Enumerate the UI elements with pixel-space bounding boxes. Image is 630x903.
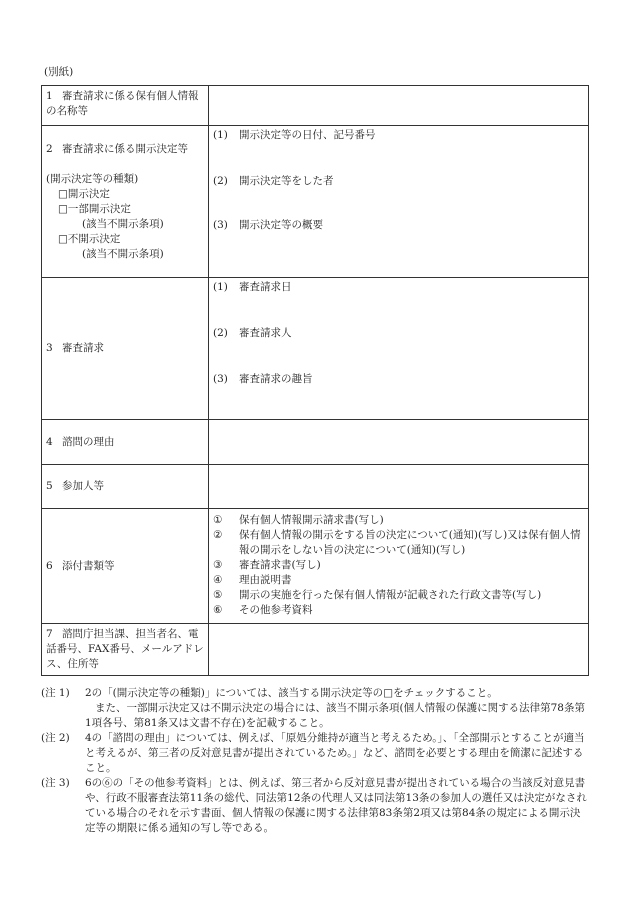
row-number: 5 [46,480,53,492]
row-number: 7 [46,628,53,640]
note-text: また、一部開示決定又は不開示決定の場合には、該当不開示条項(個人情報の保護に関する法律第78条第1項各号、第81条又は文書不存在)を記載すること。 [85,702,585,729]
note-3 [41,776,589,836]
applicable-clause-label: (該当不開示条項) [82,218,164,230]
sub-item-number: (1) [213,129,228,141]
row-6-value-cell [209,509,589,624]
list-item [213,603,584,618]
row-3-value-cell [209,278,589,420]
list-item-number: ⑤ [213,589,223,601]
row-number: 1 [46,90,53,102]
table-row [42,126,589,278]
list-item-number: ⑥ [213,604,223,616]
note-label: (注 1) [41,687,70,699]
sub-item-text: 開示決定等をした者 [239,175,334,187]
row-label: 審査請求 [62,342,104,354]
list-item-text: 審査請求書(写し) [239,559,321,571]
checkbox-non-disclosure[interactable]: □不開示決定 [58,233,121,245]
disclosure-types-heading: (開示決定等の種類) [46,173,139,185]
row-6-label-cell [42,509,209,624]
row-5-label-cell [42,465,209,509]
row-5-value-cell [209,465,589,509]
list-item-text: その他参考資料 [239,604,313,616]
list-item-number: ④ [213,574,223,586]
sub-item-number: (2) [213,175,228,187]
list-item [213,513,584,528]
list-item [213,588,584,603]
list-item [213,558,584,573]
checkbox-disclosure[interactable]: □開示決定 [58,188,110,200]
sub-item-text: 開示決定等の概要 [239,219,323,231]
sub-item-number: (1) [213,281,228,293]
row-7-label-cell [42,624,209,676]
row-label: 添付書類等 [62,559,115,572]
note-text: 4の「諮問の理由」については、例えば、「原処分維持が適当と考えるため。」、「全部開示とすることが適当と考えるが、第三者の反対意見書が提出されているため。」など、諮問を必要とする理由を簡潔に記述すること。 [85,732,585,774]
note-label: (注 2) [41,732,70,744]
sub-item-text: 審査請求の趣旨 [239,373,313,385]
note-text: 6の⑥の「その他参考資料」とは、例えば、第三者から反対意見書が提出されている場合の当該反対意見書や、行政不服審査法第11条の総代、同法第12条の代理人又は同法第13条の参加人の選任又は決定がなされている場合のそれを示す書面、個人情報の保護に関する法律第83条第2項又は第84条の規定による開示決定等の期限に係る通知の写し等である。 [85,777,587,834]
row-2-value-cell [209,126,589,278]
row-7-value-cell [209,624,589,676]
note-label: (注 3) [41,777,70,789]
row-label: 諮問庁担当課、担当者名、電話番号、FAX番号、メールアドレス、住所等 [46,628,204,670]
table-row [42,624,589,676]
list-item-number: ③ [213,559,223,571]
table-row [42,509,589,624]
list-item-text: 保有個人情報の開示をする旨の決定について(通知)(写し)又は保有個人情報の開示をしない旨の決定について(通知)(写し) [239,529,581,556]
note-1 [41,686,589,731]
row-1-label-cell [42,86,209,126]
row-number: 6 [46,559,53,572]
list-item [213,528,584,558]
row-label: 審査請求に係る保有個人情報の名称等 [46,90,199,117]
row-2-label-cell [42,126,209,278]
sub-item-number: (3) [213,373,228,385]
note-text: 2の「(開示決定等の種類)」については、該当する開示決定等の□をチェックすること。 [85,687,498,699]
sub-item-text: 審査請求日 [239,281,292,293]
applicable-clause-label: (該当不開示条項) [82,248,164,260]
sub-item-text: 開示決定等の日付、記号番号 [239,129,376,141]
row-number: 4 [46,435,53,448]
sub-item-text: 審査請求人 [239,327,292,339]
row-number: 3 [46,342,53,354]
checkbox-partial-disclosure[interactable]: □一部開示決定 [58,203,131,215]
row-label: 審査請求に係る開示決定等 [62,143,188,155]
notes-section [41,686,589,836]
row-label: 諮問の理由 [62,435,115,448]
sub-item-number: (2) [213,327,228,339]
row-4-value-cell [209,420,589,465]
consultation-form-table [41,85,589,676]
list-item-number: ① [213,514,223,526]
row-4-label-cell [42,420,209,465]
attachment-label: (別紙) [44,66,74,78]
table-row [42,86,589,126]
row-label: 参加人等 [62,480,104,492]
table-row [42,465,589,509]
row-3-label-cell [42,278,209,420]
sub-item-number: (3) [213,219,228,231]
table-row [42,278,589,420]
list-item-text: 開示の実施を行った保有個人情報が記載された行政文書等(写し) [239,589,542,601]
list-item-number: ② [213,529,223,541]
note-2 [41,731,589,776]
row-1-value-cell [209,86,589,126]
list-item-text: 保有個人情報開示請求書(写し) [239,514,384,526]
list-item-text: 理由説明書 [239,574,292,586]
row-number: 2 [46,143,53,155]
table-row [42,420,589,465]
list-item [213,573,584,588]
